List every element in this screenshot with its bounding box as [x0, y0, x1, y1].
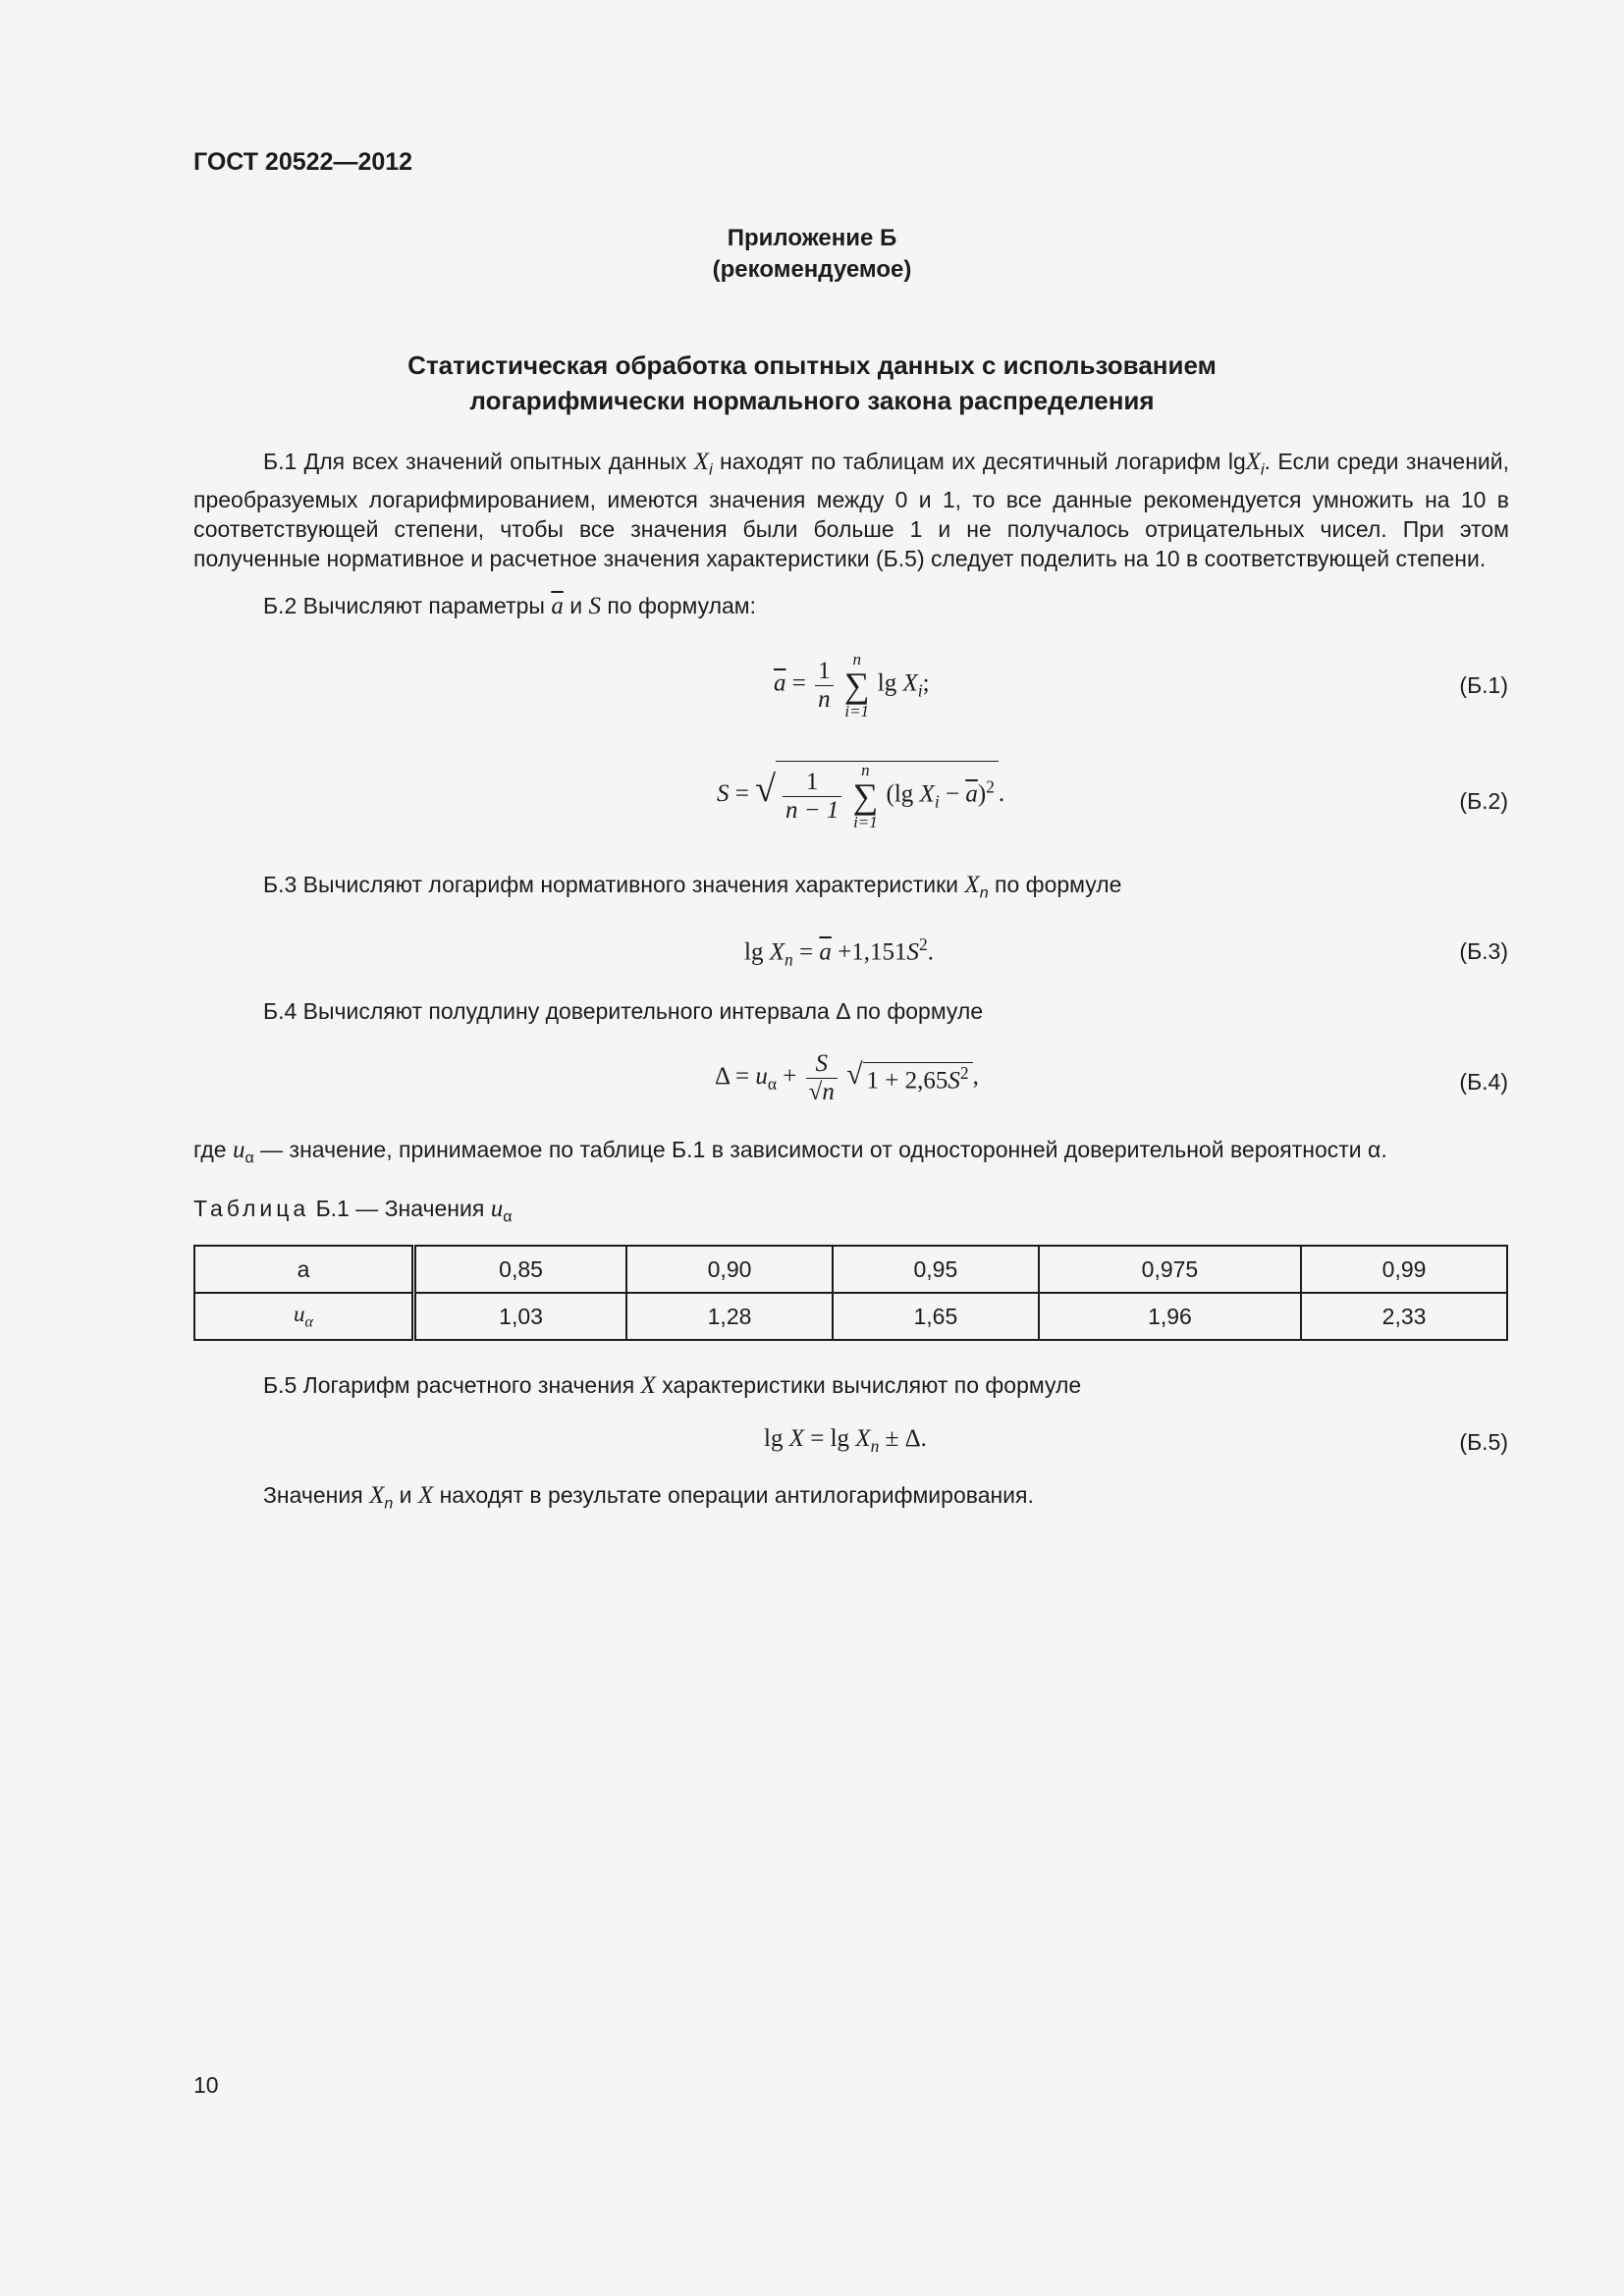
symbol-s: S [588, 593, 601, 619]
formula-b1: $\overline{a}$ = $\frac{1}{n}$ n ∑ i=1 $\lg X_i$; [774, 650, 930, 721]
formula-number-b3: (Б.3) [1459, 938, 1508, 964]
table-cell: 0,975 [1039, 1246, 1301, 1293]
table-cell: 1,28 [626, 1293, 833, 1340]
document-code: ГОСТ 20522—2012 [193, 148, 413, 176]
formula-number-b2: (Б.2) [1459, 788, 1508, 814]
where-clause: где $u_\alpha$ — значение, принимаемое по таблице Б.1 в зависимости от односторонней доверительной вероятности α. [193, 1137, 1387, 1167]
table-cell: 0,95 [833, 1246, 1039, 1293]
symbol-i: i [1261, 460, 1265, 479]
formula-number-b5: (Б.5) [1459, 1429, 1508, 1455]
table-cell: 1,65 [833, 1293, 1039, 1340]
formula-number-b1: (Б.1) [1459, 672, 1508, 698]
table-row [194, 1293, 1507, 1340]
table-cell: 0,99 [1301, 1246, 1507, 1293]
final-paragraph: Значения $X_n$ и X находят в результате операции антилогарифмирования. [263, 1482, 1034, 1513]
section-heading [0, 347, 1624, 418]
section-heading-line-2: логарифмически нормального закона распределения [469, 386, 1155, 415]
paragraph-b2: Б.2 Вычисляют параметры $\overline{a}$ и S по формулам: [263, 593, 756, 619]
paragraph-b1-part2: находят по таблицам их десятичный логарифм lg [712, 449, 1246, 474]
appendix-status: (рекомендуемое) [712, 256, 912, 283]
appendix-title: Приложение Б [727, 225, 897, 251]
formula-b2: S = √ $\frac{1}{n - 1}$ n ∑ i=1 (lg $X_i - \overline{a})^2$ . [717, 761, 1005, 831]
formula-b5: $\lg X = \lg X_n \pm \Delta$. [764, 1425, 927, 1456]
formula-b3: $\lg X_n = \overline{a} +1,151S^2$. [744, 934, 934, 970]
page-number: 10 [193, 2072, 219, 2098]
table-caption: Таблица Б.1 — Значения $u_\alpha$ [193, 1196, 513, 1226]
symbol-x: X [1245, 449, 1262, 475]
paragraph-b4: Б.4 Вычисляют полудлину доверительного интервала Δ по формуле [263, 998, 984, 1024]
paragraph-b1-part3: . Если среди значений, преобразуемых логарифмированием, имеются значения между 0 и 1, то все данные рекомендуется умножить на 10 в соответствующей степени, чтобы все значения были больше 1 и не получалось отрицательных чисел. При этом полученные нормативное и расчетное значения характеристики (Б.5) следует поделить на 10 в соответствующей степени. [193, 449, 1510, 571]
table-cell: 0,85 [414, 1246, 627, 1293]
symbol-a-bar: $\overline{a}$ [551, 593, 564, 619]
symbol-i: i [709, 460, 713, 479]
paragraph-b1 [193, 447, 1509, 573]
section-heading-line-1: Статистическая обработка опытных данных с использованием [407, 350, 1217, 380]
table-cell: 0,90 [626, 1246, 833, 1293]
table-cell: 1,03 [414, 1293, 627, 1340]
table-cell: 2,33 [1301, 1293, 1507, 1340]
paragraph-b1-part1: Б.1 Для всех значений опытных данных [263, 449, 694, 474]
table-cell: 1,96 [1039, 1293, 1301, 1340]
symbol-x: X [693, 449, 710, 475]
formula-b4: $\Delta = u_\alpha$ + $\frac{S}{√n}$ √ $1 + 2,65S^2$ , [715, 1050, 979, 1105]
formula-number-b4: (Б.4) [1459, 1069, 1508, 1095]
table-row [194, 1246, 1507, 1293]
table-row-header: a [194, 1246, 414, 1293]
paragraph-b3: Б.3 Вычисляют логарифм нормативного значения характеристики $X_n$ по формуле [263, 872, 1122, 902]
table-b1 [193, 1245, 1508, 1341]
paragraph-b5: Б.5 Логарифм расчетного значения X характеристики вычисляют по формуле [263, 1372, 1082, 1399]
table-row-header: $u_\alpha$ [194, 1293, 414, 1340]
